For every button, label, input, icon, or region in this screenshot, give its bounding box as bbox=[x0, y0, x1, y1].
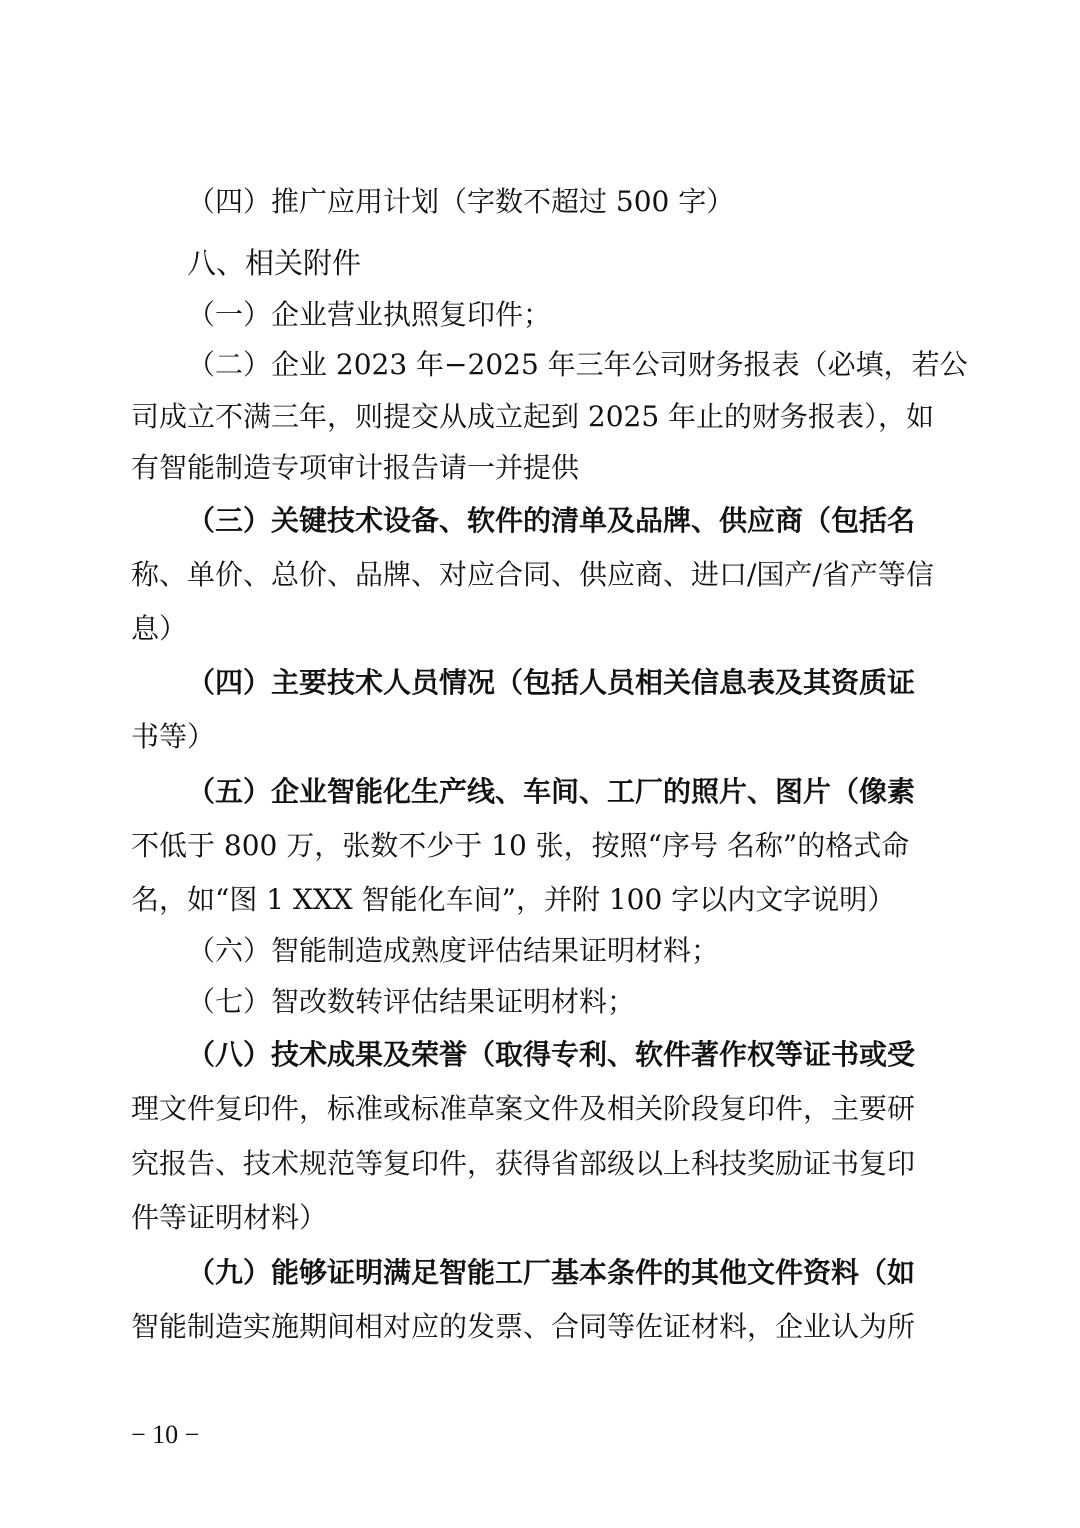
attachment-2-line-3: 有智能制造专项审计报告请一并提供 bbox=[131, 451, 580, 484]
attachment-2-line-1: （二）企业 2023 年−2025 年三年公司财务报表（必填，若公 bbox=[187, 348, 968, 381]
attachment-3-line-3: 息） bbox=[131, 612, 188, 645]
attachment-6: （六）智能制造成熟度评估结果证明材料； bbox=[187, 934, 720, 967]
attachment-7: （七）智改数转评估结果证明材料； bbox=[187, 985, 636, 1018]
attachment-2-line-2: 司成立不满三年，则提交从成立起到 2025 年止的财务报表），如 bbox=[131, 400, 935, 433]
attachment-9-line-1: （九）能够证明满足智能工厂基本条件的其他文件资料（如 bbox=[187, 1256, 916, 1289]
attachment-4-line-2: 书等） bbox=[131, 720, 216, 753]
attachment-8-line-3: 究报告、技术规范等复印件，获得省部级以上科技奖励证书复印 bbox=[131, 1147, 916, 1180]
attachment-5-line-1: （五）企业智能化生产线、车间、工厂的照片、图片（像素 bbox=[187, 775, 916, 808]
attachment-8-line-2: 理文件复印件，标准或标准草案文件及相关阶段复印件，主要研 bbox=[131, 1092, 916, 1125]
attachment-3-line-1: （三）关键技术设备、软件的清单及品牌、供应商（包括名 bbox=[187, 504, 916, 537]
attachment-5-line-3: 名，如“图 1 XXX 智能化车间”，并附 100 字以内文字说明） bbox=[131, 883, 896, 916]
attachment-1: （一）企业营业执照复印件； bbox=[187, 298, 552, 331]
section-heading-attachments: 八、相关附件 bbox=[187, 246, 362, 280]
attachment-3-line-2: 称、单价、总价、品牌、对应合同、供应商、进口/国产/省产等信 bbox=[131, 558, 934, 591]
section-4-promotion-plan: （四）推广应用计划（字数不超过 500 字） bbox=[187, 185, 735, 218]
attachment-9-line-2: 智能制造实施期间相对应的发票、合同等佐证材料，企业认为所 bbox=[131, 1310, 916, 1343]
page-number: − 10 − bbox=[131, 1420, 200, 1449]
attachment-8-line-4: 件等证明材料） bbox=[131, 1201, 328, 1234]
attachment-4-line-1: （四）主要技术人员情况（包括人员相关信息表及其资质证 bbox=[187, 666, 916, 699]
attachment-5-line-2: 不低于 800 万，张数不少于 10 张，按照“序号 名称”的格式命 bbox=[131, 829, 910, 862]
attachment-8-line-1: （八）技术成果及荣誉（取得专利、软件著作权等证书或受 bbox=[187, 1038, 916, 1071]
